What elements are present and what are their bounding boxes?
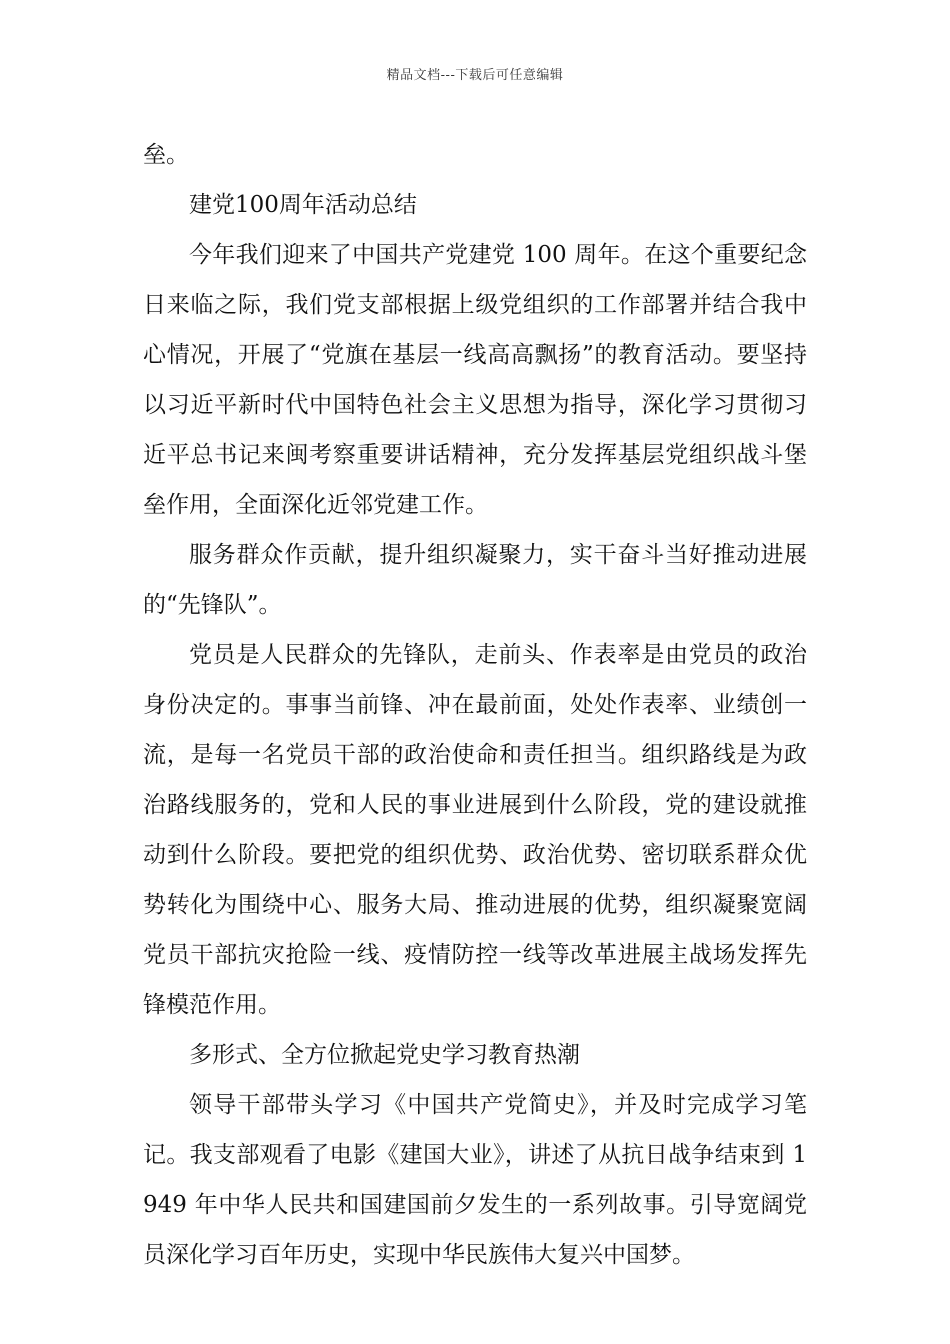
section-heading-summary: 建党100周年活动总结 [189, 192, 417, 218]
section-heading-history-study: 多形式、全方位掀起党史学习教育热潮 [189, 1042, 580, 1068]
paragraph-continuation: 垒。 [143, 142, 189, 168]
paragraph-vanguard: 党员是人民群众的先锋队，走前头、作表率是由党员的政治身份决定的。事事当前锋、冲在最前面，处处作表率、业绩创一流，是每一名党员干部的政治使命和责任担当。组织路线是为政治路线服务的，党和人民的事业进展到什么阶段，党的建设就推动到什么阶段。要把党的组织优势、政治优势、密切联系群众优势转化为围绕中心、服务大局、推动进展的优势，组织凝聚宽阔党员干部抗灾抢险一线、疫情防控一线等改革进展主战场发挥先锋模范作用。 [143, 642, 807, 1018]
section-heading-vanguard: 服务群众作贡献，提升组织凝聚力，实干奋斗当好推动进展的“先锋队”。 [143, 542, 807, 618]
paragraph-intro: 今年我们迎来了中国共产党建党 100 周年。在这个重要纪念日来临之际，我们党支部根据上级党组织的工作部署并结合我中心情况，开展了“党旗在基层一线高高飘扬”的教育活动。要坚持以习近平新时代中国特色社会主义思想为指导，深化学习贯彻习近平总书记来闽考察重要讲话精神，充分发挥基层党组织战斗堡垒作用，全面深化近邻党建工作。 [143, 242, 807, 518]
document-body [143, 130, 807, 1280]
page-header: 精品文档---下载后可任意编辑 [386, 68, 564, 83]
paragraph-history-study: 领导干部带头学习《中国共产党简史》，并及时完成学习笔记。我支部观看了电影《建国大业》，讲述了从抗日战争结束到 1949 年中华人民共和国建国前夕发生的一系列故事。引导宽阔党员深化学习百年历史，实现中华民族伟大复兴中国梦。 [143, 1092, 807, 1268]
